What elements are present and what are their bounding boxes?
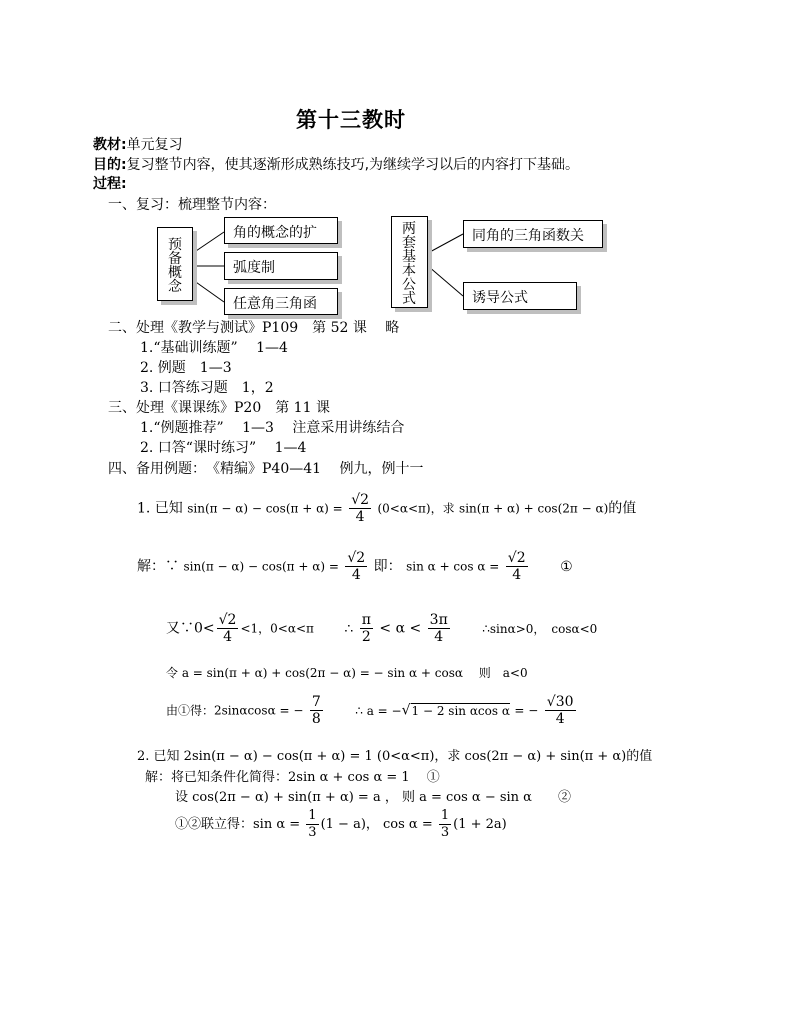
diagram-node-angle-concept: 角的概念的扩 — [224, 217, 338, 244]
page-title: 第十三教时 — [296, 108, 406, 132]
equation-mark-1: ① — [560, 558, 573, 575]
fraction-numerator: √2 — [347, 550, 366, 566]
q-expression: sin(π − α) − cos(π + α) = — [187, 501, 343, 516]
one-third-2 — [439, 808, 451, 841]
example-1-solution-step-4: 由①得：2sinαcosα = − $\frac{7}{8}$ ∴ a = −√1 − 2 sin αcos α = − $\frac{√30}{4}$ — [166, 694, 574, 727]
section-2-heading: 二、处理《教学与测试》P109 第 52 课 略 — [108, 320, 400, 336]
fraction-numerator: π — [361, 612, 371, 628]
q-fraction — [349, 492, 371, 525]
inequality: < α < — [379, 620, 422, 637]
step-range: <1，0<α<π — [240, 621, 314, 636]
material-value: 单元复习 — [126, 137, 183, 153]
solution-connector: 即： — [373, 558, 402, 575]
fraction-denominator: 3 — [440, 825, 450, 840]
example-2-question: 2. 已知 2sin(π − α) − cos(π + α) = 1 (0<α<π)，求 cos(2π − α) + sin(π + α)的值 — [137, 749, 653, 764]
fraction-denominator: 4 — [351, 567, 361, 583]
example-1-question — [137, 492, 636, 525]
therefore-expression: ∴ a = − — [355, 703, 402, 718]
example-1-solution-step-3: 令 a = sin(π + α) + cos(2π − α) = − sin α + cosα 则 a<0 — [166, 666, 528, 680]
therefore-symbol: ∴ — [344, 620, 354, 637]
three-pi-over-four — [428, 612, 450, 645]
goal-value: 复习整节内容，使其逐渐形成熟练技巧,为继续学习以后的内容打下基础。 — [126, 157, 580, 173]
step-prefix: 由①得：2sinαcosα = − — [166, 703, 304, 718]
example-2-solution-step-1: 解：将已知条件化简得：2sin α + cos α = 1 ① — [145, 770, 440, 785]
diagram-node-radian: 弧度制 — [224, 252, 338, 280]
fraction-numerator: √30 — [546, 694, 574, 710]
seven-eighths — [310, 694, 323, 727]
fraction-denominator: 4 — [434, 629, 444, 645]
fraction-numerator: 7 — [311, 694, 321, 710]
equals-sign: = − — [514, 703, 539, 718]
fraction-denominator: 8 — [311, 711, 321, 727]
q-prefix: 1. 已知 — [137, 500, 183, 517]
diagram-node-same-angle-relation: 同角的三角函数关 — [463, 220, 603, 248]
sign-conclusion: ∴sinα>0， cosα<0 — [482, 621, 598, 636]
section-2-item: 1.“基础训练题” 1—4 — [140, 340, 288, 356]
diagram-group-preliminary-concepts — [157, 227, 193, 301]
result-fraction — [545, 694, 576, 727]
goal-label: 目的: — [93, 157, 127, 173]
q-condition: (0<α<π)，求 — [377, 501, 455, 516]
solution-prefix: 解：∵ — [137, 558, 179, 575]
step-prefix: 又∵0< — [166, 620, 215, 637]
radicand: 1 − 2 sin αcos α — [411, 703, 510, 718]
section-3-item: 1.“例题推荐” 1—3 注意采用讲练结合 — [140, 420, 405, 436]
diagram-group-two-formula-sets — [391, 216, 428, 308]
example-1-solution-step-2 — [166, 612, 597, 645]
diagram-node-trig-function: 任意角三角函 — [224, 288, 338, 315]
section-3-heading: 三、处理《课课练》P20 第 11 课 — [108, 400, 330, 416]
fraction-numerator: √2 — [507, 550, 526, 566]
section-3-item: 2. 口答“课时练习” 1—4 — [140, 440, 307, 456]
fraction-denominator: 4 — [555, 711, 565, 727]
section-4-heading: 四、备用例题： 《精编》P40—41 例九，例十一 — [108, 461, 424, 477]
solution-expression: sin(π − α) − cos(π + α) = — [183, 559, 339, 574]
material-label: 教材: — [93, 137, 127, 153]
example-2-solution-step-3 — [175, 808, 507, 841]
fraction-numerator: √2 — [218, 612, 237, 628]
section-2-item: 2. 例题 1—3 — [140, 360, 232, 376]
fraction-numerator: 3π — [429, 612, 448, 628]
fraction-denominator: 4 — [223, 629, 233, 645]
diagram-node-induced-formula: 诱导公式 — [463, 282, 577, 310]
fraction-denominator: 4 — [512, 567, 522, 583]
step-tail: (1 + 2a) — [453, 817, 507, 832]
fraction-numerator: 1 — [308, 808, 317, 823]
q-suffix: 的值 — [608, 500, 637, 517]
fraction-denominator: 2 — [361, 629, 371, 645]
example-1-solution-step-1 — [137, 550, 573, 583]
fraction-numerator: √2 — [351, 492, 370, 508]
fraction-numerator: 1 — [440, 808, 450, 823]
diagram-group-label: 预备概念 — [168, 237, 182, 295]
process-label: 过程: — [93, 176, 127, 192]
one-third — [306, 808, 318, 841]
pi-over-two — [360, 612, 373, 645]
example-2-solution-step-2: 设 cos(2π − α) + sin(π + α) = a ， 则 a = cos α − sin α ② — [175, 790, 571, 805]
solution-expression-2: sin α + cos α = — [406, 559, 500, 574]
solution-fraction-2 — [506, 550, 528, 583]
section-2-item: 3. 口答练习题 1，2 — [140, 380, 274, 396]
q-target: sin(π + α) + cos(2π − α) — [459, 501, 609, 516]
step-prefix: ①②联立得：sin α = — [175, 817, 301, 832]
section-1-heading: 一、复习：梳理整节内容： — [108, 197, 276, 213]
fraction-denominator: 3 — [308, 825, 317, 840]
fraction-denominator: 4 — [355, 509, 365, 525]
diagram-group-label: 两套基本公式 — [402, 221, 416, 307]
solution-fraction — [345, 550, 367, 583]
step-middle: (1 − a)， cos α = — [320, 817, 433, 832]
step-fraction — [217, 612, 239, 645]
